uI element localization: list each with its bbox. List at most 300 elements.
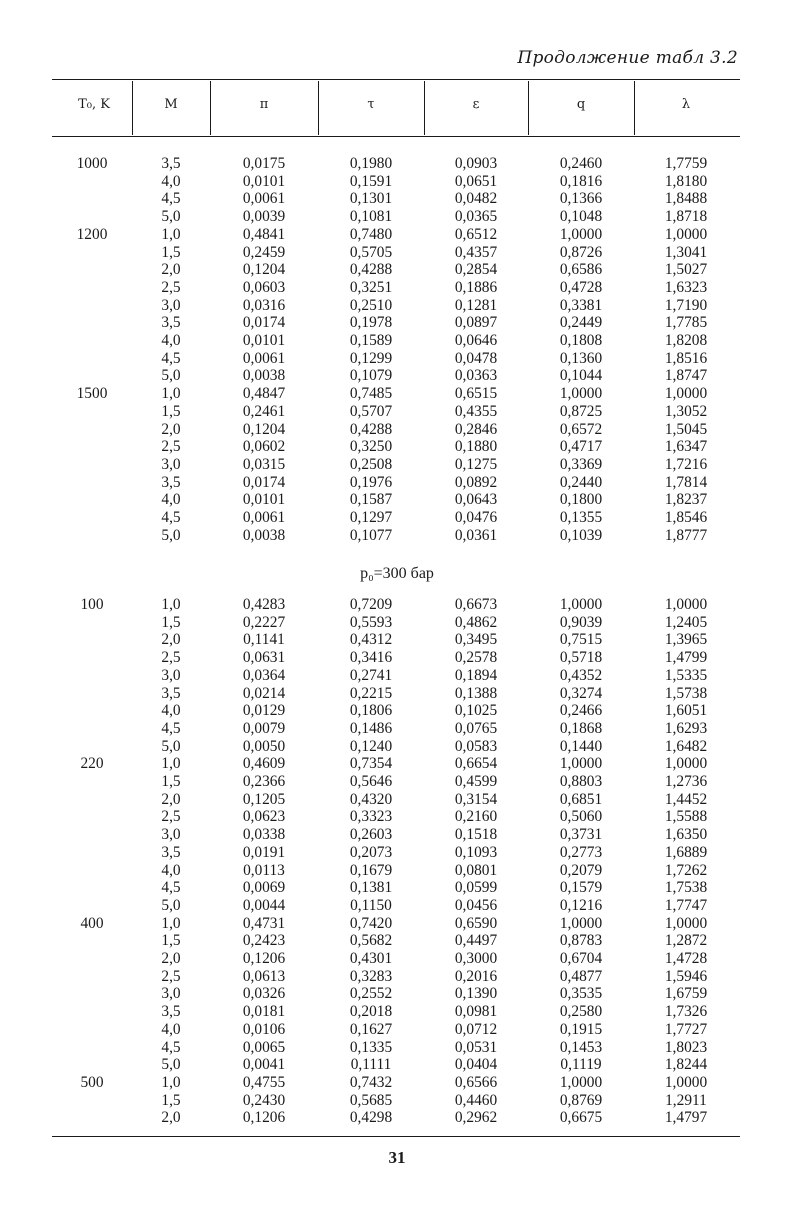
table-cell: 1,3052 xyxy=(664,402,708,420)
table-cell: 0,0476 xyxy=(454,509,498,527)
table-cell: 0,0531 xyxy=(454,1038,498,1056)
table-cell: 0,0897 xyxy=(454,314,498,332)
table-cell: 0,2508 xyxy=(349,455,393,473)
table-cell: 0,1894 xyxy=(454,666,498,684)
table-row xyxy=(52,791,738,809)
table-row xyxy=(52,527,738,545)
table-row xyxy=(52,491,738,509)
table-cell: 0,3381 xyxy=(559,296,603,314)
table-cell: 4,0 xyxy=(161,491,181,509)
table-cell: 0,2459 xyxy=(242,243,286,261)
table-cell: 0,1205 xyxy=(242,790,286,808)
table-cell: 0,4497 xyxy=(454,932,498,950)
table-cell: 1,7326 xyxy=(664,1003,708,1021)
table-cell: 0,3535 xyxy=(559,985,603,1003)
table-cell: 0,6654 xyxy=(454,755,498,773)
table-row xyxy=(52,1003,738,1021)
table-cell: 0,1978 xyxy=(349,314,393,332)
table-cell: 0,0478 xyxy=(454,349,498,367)
table-cell: 0,2430 xyxy=(242,1091,286,1109)
table-cell: 0,2449 xyxy=(559,314,603,332)
table-cell xyxy=(52,403,132,421)
table-cell: 1,5 xyxy=(161,1091,181,1109)
table-cell: 0,6512 xyxy=(454,225,498,243)
table-row xyxy=(52,155,738,173)
table-cell: 0,3495 xyxy=(454,631,498,649)
table-cell: 220 xyxy=(80,755,104,773)
table-row xyxy=(52,261,738,279)
table-cell: 0,0039 xyxy=(242,208,286,226)
table-cell: 1,8023 xyxy=(664,1038,708,1056)
table-cell xyxy=(52,649,132,667)
table-cell xyxy=(52,261,132,279)
table-cell: 4,5 xyxy=(161,1038,181,1056)
table-cell xyxy=(52,1003,132,1021)
table-cell: 4,5 xyxy=(161,719,181,737)
table-cell: 0,6566 xyxy=(454,1073,498,1091)
table-cell: 0,0113 xyxy=(243,861,285,879)
table-cell: 1,8180 xyxy=(664,172,708,190)
table-cell: 0,8725 xyxy=(559,402,603,420)
table-row xyxy=(52,667,738,685)
table-cell: 1,2872 xyxy=(664,932,708,950)
table-cell: 1,0000 xyxy=(559,914,603,932)
table-cell: 1,8718 xyxy=(664,208,708,226)
table-cell: 5,0 xyxy=(161,367,181,385)
table-cell: 0,0364 xyxy=(242,666,286,684)
table-cell: 5,0 xyxy=(161,1056,181,1074)
table-cell: 2,5 xyxy=(161,967,181,985)
table-cell: 0,0365 xyxy=(454,208,498,226)
table-row xyxy=(52,403,738,421)
table-cell: 1,5 xyxy=(161,613,181,631)
table-cell: 1,8747 xyxy=(664,367,708,385)
table-cell: 0,1486 xyxy=(349,719,393,737)
table-cell: 1,0000 xyxy=(664,385,708,403)
table-cell xyxy=(52,367,132,385)
table-cell: 0,0623 xyxy=(242,808,286,826)
table-row xyxy=(52,456,738,474)
table-cell: 0,0316 xyxy=(242,296,286,314)
table-cell: 1,0 xyxy=(161,385,181,403)
table-cell xyxy=(52,826,132,844)
table-cell xyxy=(52,720,132,738)
table-cell xyxy=(52,438,132,456)
table-row xyxy=(52,755,738,773)
table-row xyxy=(52,208,738,226)
table-cell: 0,0191 xyxy=(242,843,286,861)
table-cell: 0,1204 xyxy=(242,420,286,438)
table-cell: 500 xyxy=(80,1073,104,1091)
table-cell: 3,0 xyxy=(161,666,181,684)
table-row xyxy=(52,985,738,1003)
table-cell: 0,0214 xyxy=(242,684,286,702)
table-cell: 0,1453 xyxy=(559,1038,603,1056)
table-cell: 0,4877 xyxy=(559,967,603,985)
table-cell: 5,0 xyxy=(161,526,181,544)
table-cell: 1,5 xyxy=(161,932,181,950)
header-m: M xyxy=(164,97,178,112)
table-cell: 0,1440 xyxy=(559,737,603,755)
table-cell: 1,7759 xyxy=(664,155,708,172)
table-cell: 2,5 xyxy=(161,649,181,667)
table-cell xyxy=(52,968,132,986)
table-cell: 0,0981 xyxy=(454,1003,498,1021)
table-cell: 1,6759 xyxy=(664,985,708,1003)
table-cell: 0,4609 xyxy=(242,755,286,773)
table-row xyxy=(52,1074,738,1092)
table-cell: 2,0 xyxy=(161,950,181,968)
table-cell: 0,4355 xyxy=(454,402,498,420)
table-row xyxy=(52,474,738,492)
table-cell: 100 xyxy=(80,596,104,613)
table-cell: 1,6051 xyxy=(664,702,708,720)
table-cell: 1,0 xyxy=(161,225,181,243)
table-cell: 0,6673 xyxy=(454,596,498,613)
table-cell: 0,6572 xyxy=(559,420,603,438)
table-cell xyxy=(52,985,132,1003)
table-cell: 0,1886 xyxy=(454,278,498,296)
table-row xyxy=(52,385,738,403)
table-cell: 0,2016 xyxy=(454,967,498,985)
table-cell: 0,0175 xyxy=(242,155,286,172)
table-cell: 1,4728 xyxy=(664,950,708,968)
table-cell: 2,5 xyxy=(161,808,181,826)
table-cell xyxy=(52,456,132,474)
table-cell: 0,0765 xyxy=(454,719,498,737)
table-cell: 4,0 xyxy=(161,702,181,720)
table-cell: 0,2962 xyxy=(454,1109,498,1127)
table-cell: 0,0174 xyxy=(242,473,286,491)
table-cell: 0,0603 xyxy=(242,278,286,296)
table-row xyxy=(52,244,738,262)
table-cell: 0,0651 xyxy=(454,172,498,190)
table-cell: 0,1119 xyxy=(560,1056,602,1074)
table-cell: 0,0038 xyxy=(242,526,286,544)
table-cell: 0,1800 xyxy=(559,491,603,509)
table-cell: 0,2215 xyxy=(349,684,393,702)
table-cell: 3,5 xyxy=(161,473,181,491)
table-cell: 3,5 xyxy=(161,843,181,861)
table-cell: 0,2854 xyxy=(454,261,498,279)
table-cell: 0,6586 xyxy=(559,261,603,279)
table-cell: 1,0 xyxy=(161,914,181,932)
table-cell: 4,0 xyxy=(161,172,181,190)
table-cell: 0,4717 xyxy=(559,438,603,456)
table-cell: 0,0079 xyxy=(242,719,286,737)
table-row xyxy=(52,190,738,208)
table-row xyxy=(52,1109,738,1127)
header-t0: T₀, K xyxy=(78,97,110,112)
table-cell: 0,0129 xyxy=(242,702,286,720)
table-cell: 400 xyxy=(80,914,104,932)
table-cell: 0,0069 xyxy=(242,879,286,897)
table-cell: 1,4797 xyxy=(664,1109,708,1127)
table-cell: 0,1111 xyxy=(350,1056,392,1074)
table-cell: 0,4862 xyxy=(454,613,498,631)
table-cell: 2,0 xyxy=(161,261,181,279)
table-cell xyxy=(52,1092,132,1110)
table-cell: 0,5718 xyxy=(559,649,603,667)
table-cell: 1,7747 xyxy=(664,896,708,914)
table-cell: 0,1868 xyxy=(559,719,603,737)
table-cell: 3,5 xyxy=(161,1003,181,1021)
table-cell xyxy=(52,614,132,632)
table-cell: 0,0061 xyxy=(242,349,286,367)
table-cell: 1,0000 xyxy=(664,755,708,773)
table-cell xyxy=(52,474,132,492)
table-cell: 0,4460 xyxy=(454,1091,498,1109)
table-cell: 1,8546 xyxy=(664,509,708,527)
table-cell: 0,1915 xyxy=(559,1020,603,1038)
table-cell: 1,0000 xyxy=(664,1073,708,1091)
table-cell: 0,5682 xyxy=(349,932,393,950)
table-cell: 1,8516 xyxy=(664,349,708,367)
table-cell: 0,1355 xyxy=(559,509,603,527)
table-cell: 1,5027 xyxy=(664,261,708,279)
table-cell xyxy=(52,491,132,509)
table-row xyxy=(52,350,738,368)
table-cell: 0,3369 xyxy=(559,455,603,473)
table-cell: 1,5738 xyxy=(664,684,708,702)
table-cell: 0,3416 xyxy=(349,649,393,667)
table-cell: 0,0583 xyxy=(454,737,498,755)
table-cell: 0,4357 xyxy=(454,243,498,261)
table-cell: 0,6675 xyxy=(559,1109,603,1127)
table-cell: 1,7190 xyxy=(664,296,708,314)
table-cell xyxy=(52,208,132,226)
table-cell: 0,4301 xyxy=(349,950,393,968)
table-row xyxy=(52,631,738,649)
table-cell: 0,4847 xyxy=(242,385,286,403)
table-cell: 0,3250 xyxy=(349,438,393,456)
table-cell: 0,1366 xyxy=(559,190,603,208)
table-cell: 0,1381 xyxy=(349,879,393,897)
table-cell: 0,3731 xyxy=(559,826,603,844)
table-cell: 0,1081 xyxy=(349,208,393,226)
table-cell: 0,0456 xyxy=(454,896,498,914)
table-cell: 1,0 xyxy=(161,596,181,613)
table-cell xyxy=(52,702,132,720)
table-cell xyxy=(52,773,132,791)
table-cell: 0,0602 xyxy=(242,438,286,456)
table-cell: 0,2741 xyxy=(349,666,393,684)
table-row xyxy=(52,173,738,191)
table-cell: 0,1025 xyxy=(454,702,498,720)
table-cell: 0,3154 xyxy=(454,790,498,808)
table-cell: 0,6851 xyxy=(559,790,603,808)
table-cell: 0,4352 xyxy=(559,666,603,684)
table-cell xyxy=(52,297,132,315)
table-row xyxy=(52,421,738,439)
table-cell: 0,8803 xyxy=(559,773,603,791)
table-cell: 1,5 xyxy=(161,402,181,420)
table-cell: 0,1627 xyxy=(349,1020,393,1038)
table-cell: 1,0 xyxy=(161,1073,181,1091)
table-cell: 0,3251 xyxy=(349,278,393,296)
table-cell: 0,1808 xyxy=(559,332,603,350)
table-cell: 0,1587 xyxy=(349,491,393,509)
table-cell xyxy=(52,862,132,880)
table-cell: 0,1579 xyxy=(559,879,603,897)
table-cell: 1,6347 xyxy=(664,438,708,456)
table-cell: 0,7354 xyxy=(349,755,393,773)
table-cell: 0,2366 xyxy=(242,773,286,791)
table-cell: 3,5 xyxy=(161,684,181,702)
table-row xyxy=(52,1021,738,1039)
table-cell: 0,3000 xyxy=(454,950,498,968)
table-cell: 0,1976 xyxy=(349,473,393,491)
table-cell: 0,1240 xyxy=(349,737,393,755)
table-cell: 1500 xyxy=(76,385,108,403)
table-cell: 0,1297 xyxy=(349,509,393,527)
table-row xyxy=(52,915,738,933)
table-cell: 3,5 xyxy=(161,314,181,332)
table-cell xyxy=(52,244,132,262)
table-cell: 1,0000 xyxy=(559,755,603,773)
table-cell: 0,0631 xyxy=(242,649,286,667)
table-cell: 0,1880 xyxy=(454,438,498,456)
table-cell: 0,2018 xyxy=(349,1003,393,1021)
table-cell: 2,5 xyxy=(161,438,181,456)
table-cell: 0,7485 xyxy=(349,385,393,403)
table-cell: 0,1518 xyxy=(454,826,498,844)
data-table-block-2 xyxy=(52,596,738,1127)
table-cell: 0,1044 xyxy=(559,367,603,385)
table-cell: 0,0041 xyxy=(242,1056,286,1074)
table-row xyxy=(52,862,738,880)
table-cell: 1,5946 xyxy=(664,967,708,985)
table-caption: Продолжение табл 3.2 xyxy=(517,48,738,68)
table-cell: 0,6590 xyxy=(454,914,498,932)
header-pi: π xyxy=(259,97,269,112)
table-cell: 0,1079 xyxy=(349,367,393,385)
table-cell: 1,0000 xyxy=(664,225,708,243)
table-cell: 0,1150 xyxy=(350,896,392,914)
table-cell: 1,4799 xyxy=(664,649,708,667)
table-row xyxy=(52,685,738,703)
table-cell: 0,1216 xyxy=(559,896,603,914)
table-cell: 1,5335 xyxy=(664,666,708,684)
table-cell xyxy=(52,173,132,191)
table-row xyxy=(52,826,738,844)
table-cell: 0,2510 xyxy=(349,296,393,314)
table-cell: 0,1589 xyxy=(349,332,393,350)
table-cell: 0,8783 xyxy=(559,932,603,950)
table-cell: 1,0000 xyxy=(664,914,708,932)
table-cell: 2,0 xyxy=(161,420,181,438)
table-cell xyxy=(52,932,132,950)
table-cell: 0,1335 xyxy=(349,1038,393,1056)
table-cell: 4,5 xyxy=(161,349,181,367)
table-cell: 2,0 xyxy=(161,631,181,649)
table-cell xyxy=(52,808,132,826)
header-tau: τ xyxy=(367,97,375,112)
table-cell: 0,0482 xyxy=(454,190,498,208)
table-row xyxy=(52,297,738,315)
table-cell: 0,4755 xyxy=(242,1073,286,1091)
table-cell: 5,0 xyxy=(161,896,181,914)
table-cell: 0,0101 xyxy=(242,172,286,190)
table-cell: 0,4288 xyxy=(349,261,393,279)
table-cell: 0,0038 xyxy=(242,367,286,385)
table-cell: 0,1077 xyxy=(349,526,393,544)
table-cell: 0,0646 xyxy=(454,332,498,350)
table-cell: 0,0106 xyxy=(242,1020,286,1038)
data-table-block-1 xyxy=(52,155,738,544)
table-cell: 0,1360 xyxy=(559,349,603,367)
table-cell: 1,7814 xyxy=(664,473,708,491)
table-cell: 0,0061 xyxy=(242,509,286,527)
table-cell xyxy=(52,897,132,915)
table-cell: 0,0065 xyxy=(242,1038,286,1056)
table-cell: 0,4312 xyxy=(349,631,393,649)
header-top-rule xyxy=(52,79,740,80)
table-cell: 1,8237 xyxy=(664,491,708,509)
table-cell: 0,0712 xyxy=(454,1020,498,1038)
table-cell: 0,0326 xyxy=(242,985,286,1003)
table-cell: 0,9039 xyxy=(559,613,603,631)
table-cell xyxy=(52,421,132,439)
table-cell xyxy=(52,631,132,649)
table-row xyxy=(52,226,738,244)
table-cell: 0,0643 xyxy=(454,491,498,509)
table-cell xyxy=(52,844,132,862)
table-cell: 0,7480 xyxy=(349,225,393,243)
table-cell: 1,5045 xyxy=(664,420,708,438)
table-cell: 0,2578 xyxy=(454,649,498,667)
table-cell: 1,3965 xyxy=(664,631,708,649)
table-cell: 1,6482 xyxy=(664,737,708,755)
table-cell: 3,5 xyxy=(161,155,181,172)
table-cell: 1,0000 xyxy=(559,385,603,403)
table-cell: 0,4283 xyxy=(242,596,286,613)
table-cell: 4,5 xyxy=(161,879,181,897)
table-row xyxy=(52,509,738,527)
table-cell: 0,0361 xyxy=(454,526,498,544)
table-bottom-rule xyxy=(52,1136,740,1137)
table-cell: 1,2736 xyxy=(664,773,708,791)
table-cell: 0,2423 xyxy=(242,932,286,950)
table-cell: 0,2466 xyxy=(559,702,603,720)
table-cell: 1,6323 xyxy=(664,278,708,296)
table-cell: 0,7420 xyxy=(349,914,393,932)
table-cell: 0,1206 xyxy=(242,950,286,968)
table-cell xyxy=(52,1109,132,1127)
table-cell: 0,0181 xyxy=(242,1003,286,1021)
table-cell: 1,7785 xyxy=(664,314,708,332)
table-cell: 1,8208 xyxy=(664,332,708,350)
table-cell: 0,0101 xyxy=(242,332,286,350)
table-cell: 0,4298 xyxy=(349,1109,393,1127)
table-cell: 0,5593 xyxy=(349,613,393,631)
table-cell: 4,5 xyxy=(161,509,181,527)
table-row xyxy=(52,279,738,297)
table-cell: 1000 xyxy=(76,155,108,172)
table-row xyxy=(52,1092,738,1110)
table-cell: 0,1206 xyxy=(242,1109,286,1127)
table-cell: 0,4320 xyxy=(349,790,393,808)
table-row xyxy=(52,438,738,456)
table-cell: 1,3041 xyxy=(664,243,708,261)
table-cell: 1,7216 xyxy=(664,455,708,473)
table-cell: 1,6889 xyxy=(664,843,708,861)
table-cell xyxy=(52,1021,132,1039)
table-cell: 1,5588 xyxy=(664,808,708,826)
table-cell: 0,2073 xyxy=(349,843,393,861)
table-cell: 1,6293 xyxy=(664,719,708,737)
table-cell: 0,1039 xyxy=(559,526,603,544)
